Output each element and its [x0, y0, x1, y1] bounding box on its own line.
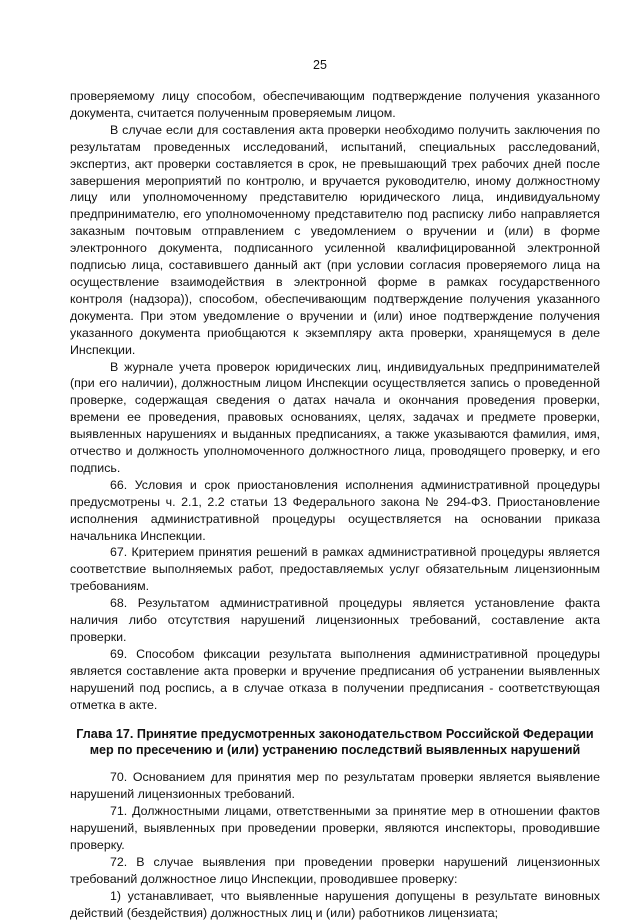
paragraph-68: 68. Результатом административной процедуры является установление факта наличия либо отсутствия нарушений лицензионных требований, составление акта проверки. — [70, 596, 600, 644]
paragraph-act-conclusions: В случае если для составления акта проверки необходимо получить заключения по результатам проведенных исследований, испытаний, специальных расследований, экспертиз, акт проверки составляется в срок, не превышающий трех рабочих дней после завершения мероприятий по контролю, и вручается руководителю, иному должностному лицу или уполномоченному представителю юридического лица, индивидуальному предпринимателю, его уполномоченному представителю под расписку либо направляется заказным почтовым отправлением с уведомлением о вручении и (или) в форме электронного документа, подписанного усиленной квалифицированной электронной подписью лица, составившего данный акт (при условии согласия проверяемого лица на осуществление взаимодействия в электронной форме в рамках государственного контроля (надзора)), способом, обеспечивающим подтверждение получения указанного документа. При этом уведомление о вручении и (или) иное подтверждение получения указанного документа приобщаются к экземпляру акта проверки, хранящемуся в деле Инспекции. — [70, 122, 600, 357]
document-body — [70, 88, 600, 922]
paragraph-70: 70. Основанием для принятия мер по результатам проверки является выявление нарушений лицензионных требований. — [70, 770, 600, 802]
paragraph-inspection-journal: В журнале учета проверок юридических лиц, индивидуальных предпринимателей (при его наличии), должностным лицом Инспекции осуществляется запись о проведенной проверке, содержащая сведения о датах начала и окончания проведения проверки, времени ее проведения, правовых основаниях, целях, задачах и предмете проверки, выявленных нарушениях и выданных предписаниях, а также указываются фамилия, имя, отчество и должность уполномоченного должностного лица, проводящего проверку, и его подпись. — [70, 359, 600, 475]
chapter-17-heading: Глава 17. Принятие предусмотренных законодательством Российской Федерации мер по пресечению и (или) устранению последствий выявленных нарушений — [76, 726, 594, 758]
paragraph-continuation: проверяемому лицу способом, обеспечивающим подтверждение получения указанного документа, считается полученным проверяемым лицом. — [70, 89, 600, 120]
paragraph-72-item-1: 1) устанавливает, что выявленные нарушения допущены в результате виновных действий (бездействия) должностных лиц и (или) работников лицензиата; — [70, 888, 600, 920]
page-number: 25 — [313, 58, 327, 72]
paragraph-69: 69. Способом фиксации результата выполнения административной процедуры является составление акта проверки и вручение предписания об устранении выявленных нарушений под роспись, а в случае отказа в получении предписания - соответствующая отметка в акте. — [70, 646, 600, 712]
paragraph-71: 71. Должностными лицами, ответственными за принятие мер в отношении фактов нарушений, выявленных при проведении проверки, являются инспекторы, проводившие проверку. — [70, 804, 600, 852]
paragraph-72: 72. В случае выявления при проведении проверки нарушений лицензионных требований должностное лицо Инспекции, проводившее проверку: — [70, 854, 600, 886]
paragraph-66: 66. Условия и срок приостановления исполнения административной процедуры предусмотрены ч. 2.1, 2.2 статьи 13 Федерального закона № 294-ФЗ. Приостановление исполнения административной процедуры осуществляется на основании приказа начальника Инспекции. — [70, 477, 600, 543]
paragraph-67: 67. Критерием принятия решений в рамках административной процедуры является соответствие выполняемых работ, предоставляемых услуг обязательным лицензионным требованиям. — [70, 545, 600, 594]
